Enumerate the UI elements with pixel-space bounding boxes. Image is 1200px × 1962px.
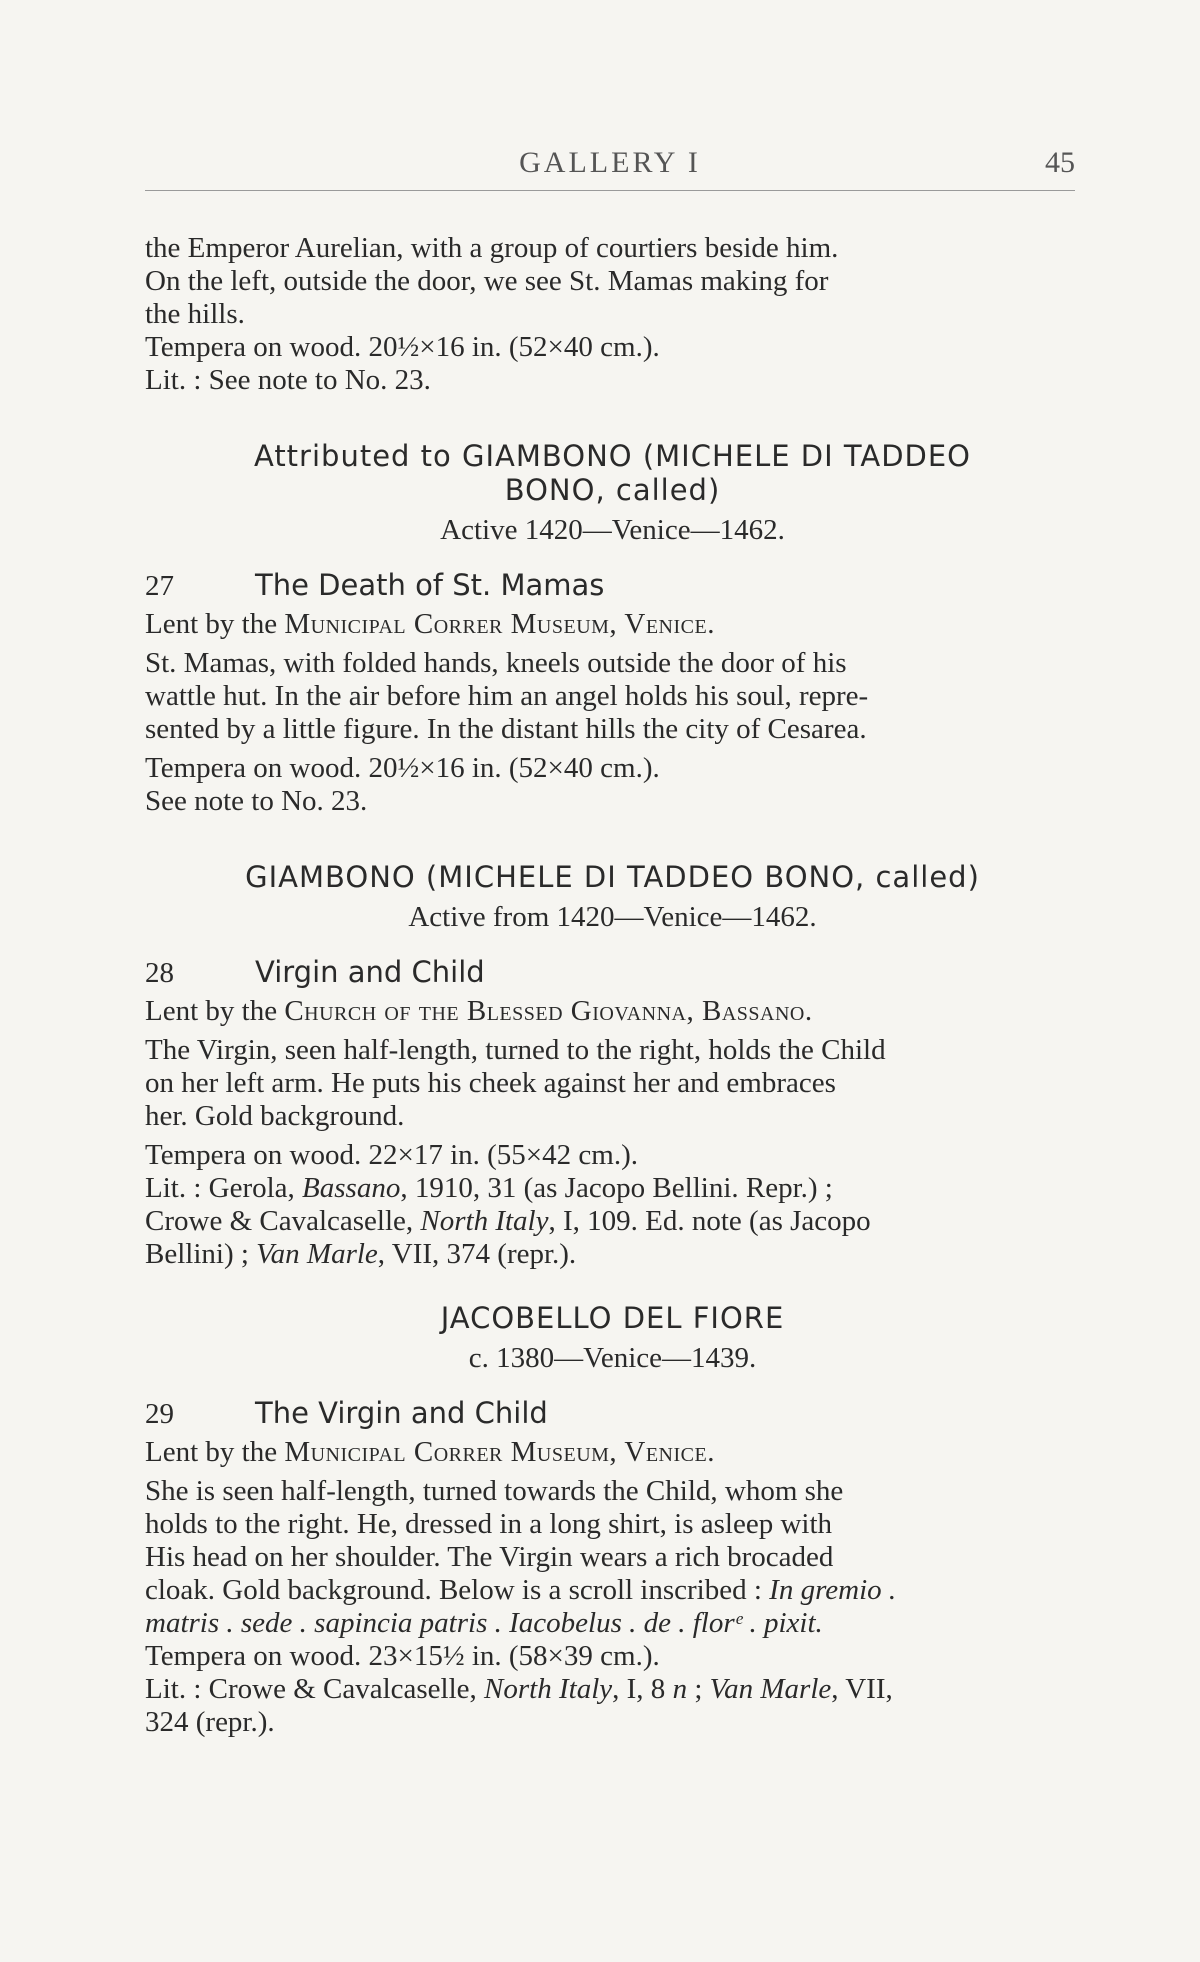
entry-number: 27 [145,570,174,602]
description-line: her. Gold background. [145,1100,405,1132]
entry-heading-28 [145,954,1080,991]
literature-line: 324 (repr.). [145,1706,275,1738]
entry-title: Virgin and Child [255,955,485,989]
intro-line-2: On the left, outside the door, we see St. Mamas making for [145,265,829,297]
description-line: holds to the right. He, dressed in a long shirt, is asleep with [145,1508,833,1540]
running-header [145,140,1075,191]
description-line: wattle hut. In the air before him an angel holds his soul, repre- [145,680,869,712]
description-line: She is seen half-length, turned towards the Child, whom she [145,1475,844,1507]
artist-heading-giambono: GIAMBONO (MICHELE DI TADDEO BONO, called) [245,860,980,894]
note-line: See note to No. 23. [145,785,368,817]
medium-line: Tempera on wood. 22×17 in. (55×42 cm.). [145,1139,638,1171]
lender-name: Municipal Correr Museum, Venice. [284,608,715,640]
gallery-title: GALLERY I [519,146,701,179]
literature-line: Bellini) ; Van Marle, VII, 374 (repr.). [145,1238,577,1270]
description-line: sented by a little figure. In the distant hills the city of Cesarea. [145,713,867,745]
artist-dates: Active 1420—Venice—1462. [440,514,785,546]
intro-lit: Lit. : See note to No. 23. [145,364,431,396]
description-line: cloak. Gold background. Below is a scroll inscribed : In gremio . [145,1574,897,1606]
literature-line: Lit. : Crowe & Cavalcaselle, North Italy, I, 8 n ; Van Marle, VII, [145,1673,893,1705]
description-line: on her left arm. He puts his cheek against her and embraces [145,1067,836,1099]
entry-heading-27 [145,567,1080,604]
artist-dates: c. 1380—Venice—1439. [468,1342,757,1374]
entry-heading-29 [145,1395,1080,1432]
description-line: St. Mamas, with folded hands, kneels outside the door of his [145,647,847,679]
literature-line: Lit. : Gerola, Bassano, 1910, 31 (as Jacopo Bellini. Repr.) ; [145,1172,833,1204]
lender-name: Municipal Correr Museum, Venice. [284,1436,715,1468]
page-body [145,232,1080,1739]
medium-line: Tempera on wood. 23×15½ in. (58×39 cm.). [145,1640,660,1672]
artist-heading-jacobello: JACOBELLO DEL FIORE [440,1301,785,1335]
lender-line: Lent by the Municipal Correr Museum, Venice. [145,1436,715,1468]
artist-heading-giambono-attributed: Attributed to GIAMBONO (MICHELE DI TADDEO [253,439,972,473]
medium-line: Tempera on wood. 20½×16 in. (52×40 cm.). [145,752,660,784]
lender-line: Lent by the Municipal Correr Museum, Venice. [145,608,715,640]
description-line: His head on her shoulder. The Virgin wears a rich brocaded [145,1541,834,1573]
lender-line: Lent by the Church of the Blessed Giovanna, Bassano. [145,995,813,1027]
entry-number: 28 [145,957,174,989]
entry-title: The Death of St. Mamas [255,568,605,602]
entry-number: 29 [145,1398,174,1430]
literature-line: Crowe & Cavalcaselle, North Italy, I, 109. Ed. note (as Jacopo [145,1205,871,1237]
artist-dates: Active from 1420—Venice—1462. [408,901,817,933]
entry-title: The Virgin and Child [255,1396,548,1430]
intro-medium: Tempera on wood. 20½×16 in. (52×40 cm.). [145,331,660,363]
description-line: The Virgin, seen half-length, turned to the right, holds the Child [145,1034,886,1066]
inscription-line: matris . sede . sapincia patris . Iacobelus . de . florᵉ . pixit. [145,1607,823,1639]
intro-line-3: the hills. [145,298,245,330]
lender-name: Church of the Blessed Giovanna, Bassano. [284,995,813,1027]
page-number: 45 [1045,146,1075,179]
intro-line-1: the Emperor Aurelian, with a group of courtiers beside him. [145,232,839,264]
artist-heading-giambono-attributed-cont: BONO, called) [504,473,721,507]
